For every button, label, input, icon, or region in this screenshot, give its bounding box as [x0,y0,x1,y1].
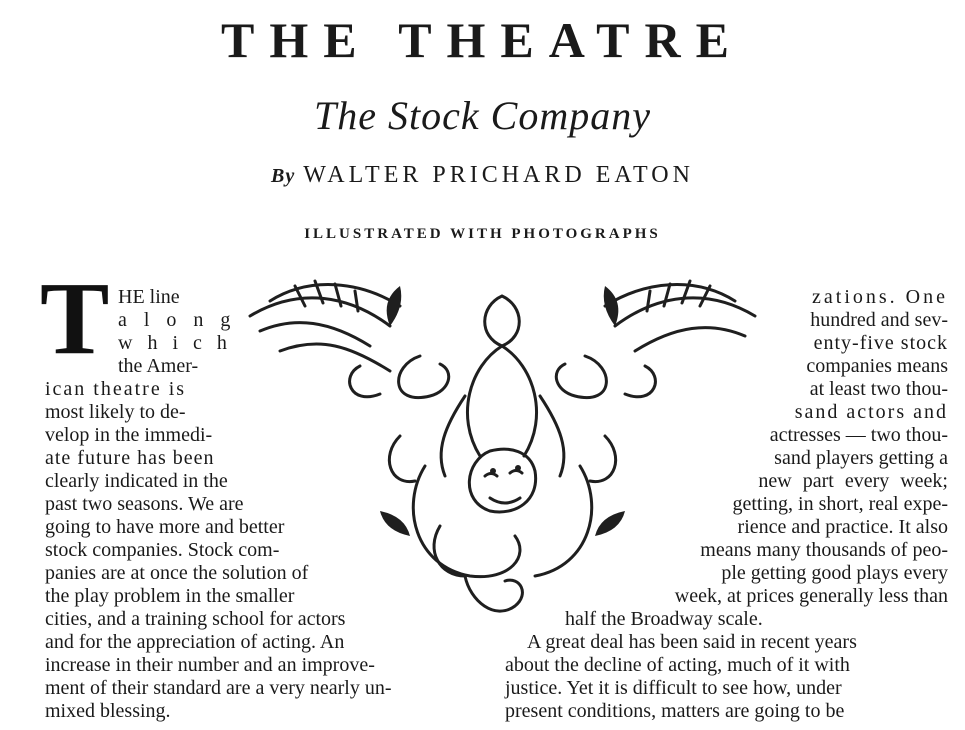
right-column-line: hundred and sev- [810,309,948,331]
right-column-line: justice. Yet it is difficult to see how, under [505,677,842,699]
right-column-line: getting, in short, real expe- [732,493,948,515]
left-column-line: increase in their number and an improve- [45,654,375,676]
right-column-line: A great deal has been said in recent years [527,631,857,653]
right-column-line: at least two thou- [809,378,948,400]
left-column-line: stock companies. Stock com- [45,539,280,561]
right-column-line: means many thousands of peo- [700,539,948,561]
right-column-line: ple getting good plays every [721,562,948,584]
author-name: WALTER PRICHARD EATON [303,162,694,188]
left-column-line: panies are at once the solution of [45,562,309,584]
left-column-line: the Amer- [118,355,199,377]
drop-cap: T [40,261,110,376]
left-column-line: going to have more and better [45,516,285,538]
left-column-line: the play problem in the smaller [45,585,295,607]
right-column-line: sand actors and [794,401,948,423]
left-column-line: ican theatre is [45,378,187,400]
left-column-line: w h i c h [118,332,232,354]
right-column-line: about the decline of acting, much of it with [505,654,850,676]
left-column-line: HE line [118,286,180,308]
left-column-line: clearly indicated in the [45,470,228,492]
right-column-line: zations. One [812,286,948,308]
right-column-line: week, at prices generally less than [674,585,948,607]
right-column-line: enty-five stock [813,332,948,354]
right-column-line: companies means [806,355,948,377]
right-column-line: present conditions, matters are going to be [505,700,845,722]
byline [0,160,965,191]
left-column-line: ment of their standard are a very nearly un- [45,677,392,699]
left-column-line: a l o n g [118,309,237,331]
article-title: The Stock Company [314,93,651,138]
illustration-note: ILLUSTRATED WITH PHOTOGRAPHS [304,226,661,242]
right-column-line: rience and practice. It also [737,516,948,538]
left-column-line: most likely to de- [45,401,186,423]
left-column-line: cities, and a training school for actors [45,608,346,630]
right-column-line: sand players getting a [774,447,948,469]
right-column-line: half the Broadway scale. [565,608,763,630]
left-column-line: velop in the immedi- [45,424,213,446]
right-column-line: actresses — two thou- [769,424,948,446]
byline-prefix: By [271,165,296,187]
left-column-line: ate future has been [45,447,215,469]
magazine-title: THE THEATRE [221,12,744,68]
left-column-line: past two seasons. We are [45,493,244,515]
left-column-line: mixed blessing. [45,700,171,722]
left-column-line: and for the appreciation of acting. An [45,631,345,653]
right-column-line: new part every week; [758,470,948,492]
